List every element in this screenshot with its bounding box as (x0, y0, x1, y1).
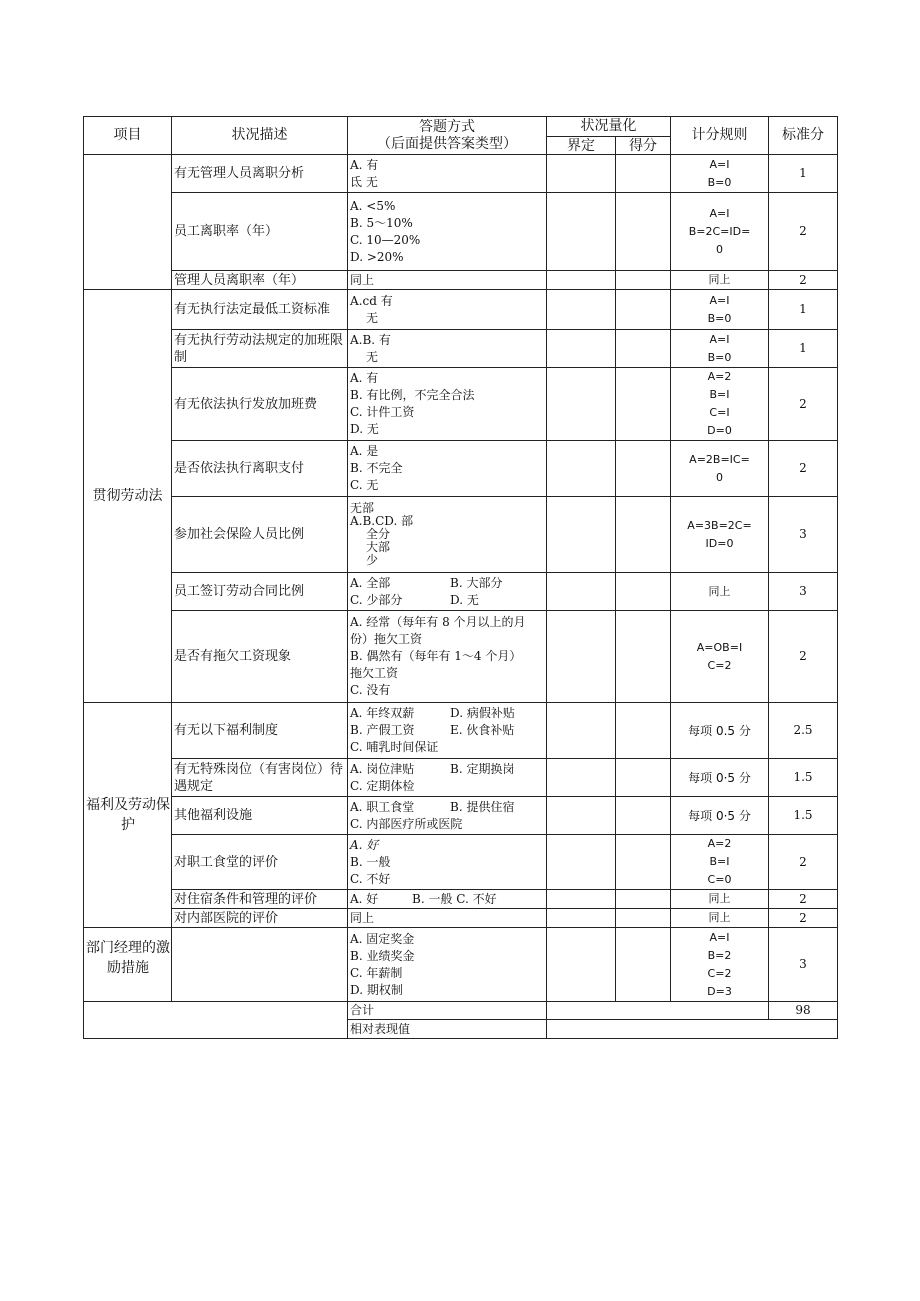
row-desc: 其他福利设施 (172, 797, 348, 835)
table-row (84, 703, 838, 759)
score-cell[interactable] (616, 611, 671, 703)
header-desc: 状况描述 (172, 117, 348, 155)
row-std: 2.5 (769, 703, 838, 759)
row-rule: 每项 0·5 分 (671, 797, 769, 835)
total-score-cell[interactable] (547, 1002, 769, 1020)
row-rule: 同上 (671, 890, 769, 909)
row-std: 3 (769, 928, 838, 1002)
row-desc: 有无以下福利制度 (172, 703, 348, 759)
row-answers: A.B. 有 无 (348, 330, 547, 368)
category-welfare: 福利及劳动保护 (84, 703, 172, 928)
table-row (84, 290, 838, 330)
score-cell[interactable] (616, 193, 671, 271)
table-row (84, 759, 838, 797)
header-answer-line1: 答题方式 (419, 118, 475, 135)
define-cell[interactable] (547, 759, 616, 797)
define-cell[interactable] (547, 797, 616, 835)
row-answers: 同上 (348, 271, 547, 290)
table-row (84, 271, 838, 290)
row-desc: 有无执行法定最低工资标准 (172, 290, 348, 330)
row-answers: A. 职工食堂 B. 提供住宿 C. 内部医疗所或医院 (348, 797, 547, 835)
define-cell[interactable] (547, 611, 616, 703)
row-rule: A=3B=2C= ID=0 (671, 497, 769, 573)
row-std: 1.5 (769, 759, 838, 797)
row-desc: 对内部医院的评价 (172, 909, 348, 928)
score-cell[interactable] (616, 497, 671, 573)
row-answers: A. 经常（每年有 8 个月以上的月 份）拖欠工资 B. 偶然有（每年有 1～4 个月） 拖欠工资 C. 没有 (348, 611, 547, 703)
score-cell[interactable] (616, 330, 671, 368)
row-rule: A=I B=2C=ID= 0 (671, 193, 769, 271)
row-std: 1 (769, 290, 838, 330)
header-std: 标准分 (769, 117, 838, 155)
table-row (84, 368, 838, 441)
row-std: 1.5 (769, 797, 838, 835)
table-row (84, 611, 838, 703)
row-answers: A. <5% B. 5～10% C. 10—20% D. >20% (348, 193, 547, 271)
header-quant-define: 界定 (547, 137, 616, 155)
row-rule: A=OB=I C=2 (671, 611, 769, 703)
row-rule: 同上 (671, 573, 769, 611)
category-blank-1 (84, 155, 172, 290)
define-cell[interactable] (547, 573, 616, 611)
define-cell[interactable] (547, 890, 616, 909)
evaluation-table (83, 116, 838, 1039)
table-row (84, 928, 838, 1002)
row-std: 2 (769, 193, 838, 271)
score-cell[interactable] (616, 909, 671, 928)
row-desc: 管理人员离职率（年） (172, 271, 348, 290)
row-std: 2 (769, 835, 838, 890)
row-answers: A. 岗位津贴 B. 定期换岗 C. 定期体检 (348, 759, 547, 797)
row-desc: 有无执行劳动法规定的加班限制 (172, 330, 348, 368)
row-rule: A=I B=0 (671, 155, 769, 193)
table-row (84, 890, 838, 909)
row-desc: 有无特殊岗位（有害岗位）待遇规定 (172, 759, 348, 797)
score-cell[interactable] (616, 703, 671, 759)
row-rule: A=I B=0 (671, 330, 769, 368)
define-cell[interactable] (547, 155, 616, 193)
score-cell[interactable] (616, 290, 671, 330)
define-cell[interactable] (547, 497, 616, 573)
row-answers: A.cd 有 无 (348, 290, 547, 330)
row-desc: 有无管理人员离职分析 (172, 155, 348, 193)
row-desc: 对住宿条件和管理的评价 (172, 890, 348, 909)
total-row (84, 1002, 838, 1020)
row-std: 2 (769, 368, 838, 441)
score-cell[interactable] (616, 155, 671, 193)
define-cell[interactable] (547, 441, 616, 497)
row-rule: A=I B=2 C=2 D=3 (671, 928, 769, 1002)
row-answers: A. 有 氐 无 (348, 155, 547, 193)
row-std: 1 (769, 155, 838, 193)
row-rule: 同上 (671, 271, 769, 290)
define-cell[interactable] (547, 703, 616, 759)
score-cell[interactable] (616, 928, 671, 1002)
header-answer-line2: （后面提供答案类型） (377, 135, 517, 152)
row-answers: A. 全部 B. 大部分 C. 少部分 D. 无 (348, 573, 547, 611)
row-desc: 是否有拖欠工资现象 (172, 611, 348, 703)
row-answers: A. 固定奖金 B. 业绩奖金 C. 年薪制 D. 期权制 (348, 928, 547, 1002)
define-cell[interactable] (547, 193, 616, 271)
row-rule: A=2 B=I C=I D=0 (671, 368, 769, 441)
define-cell[interactable] (547, 835, 616, 890)
total-value: 98 (769, 1002, 838, 1020)
table-row (84, 573, 838, 611)
header-quant: 状况量化 (547, 117, 671, 137)
row-answers: A. 好 B. 一般 C. 不好 (348, 890, 547, 909)
row-std: 2 (769, 271, 838, 290)
row-std: 2 (769, 611, 838, 703)
define-cell[interactable] (547, 909, 616, 928)
footer-blank (84, 1002, 348, 1039)
row-rule: 每项 0.5 分 (671, 703, 769, 759)
row-answers: 无部 A.B.CD. 部 全分 大部 少 (348, 497, 547, 573)
row-answers: A. 年终双薪 D. 病假补贴 B. 产假工资 E. 伙食补贴 C. 哺乳时间保证 (348, 703, 547, 759)
row-std: 2 (769, 890, 838, 909)
row-std: 3 (769, 573, 838, 611)
row-desc: 员工离职率（年） (172, 193, 348, 271)
table-row (84, 330, 838, 368)
relative-value-cell[interactable] (547, 1020, 838, 1039)
score-cell[interactable] (616, 573, 671, 611)
table-row (84, 835, 838, 890)
score-cell[interactable] (616, 797, 671, 835)
row-desc: 员工签订劳动合同比例 (172, 573, 348, 611)
header-quant-score: 得分 (616, 137, 671, 155)
define-cell[interactable] (547, 928, 616, 1002)
score-cell[interactable] (616, 835, 671, 890)
row-desc (172, 928, 348, 1002)
row-std: 2 (769, 909, 838, 928)
row-desc: 有无依法执行发放加班费 (172, 368, 348, 441)
row-answers: A. 好 B. 一般 C. 不好 (348, 835, 547, 890)
row-desc: 对职工食堂的评价 (172, 835, 348, 890)
table-row (84, 441, 838, 497)
table-row (84, 193, 838, 271)
row-answers: 同上 (348, 909, 547, 928)
row-answers: A. 有 B. 有比例，不完全合法 C. 计件工资 D. 无 (348, 368, 547, 441)
score-cell[interactable] (616, 441, 671, 497)
score-cell[interactable] (616, 890, 671, 909)
category-law: 贯彻劳动法 (84, 290, 172, 703)
table-row (84, 155, 838, 193)
score-cell[interactable] (616, 368, 671, 441)
row-rule: 同上 (671, 909, 769, 928)
row-desc: 是否依法执行离职支付 (172, 441, 348, 497)
row-answers: A. 是 B. 不完全 C. 无 (348, 441, 547, 497)
row-rule: 每项 0·5 分 (671, 759, 769, 797)
relative-label: 相对表现值 (348, 1020, 547, 1039)
define-cell[interactable] (547, 330, 616, 368)
row-rule: A=2 B=I C=0 (671, 835, 769, 890)
define-cell[interactable] (547, 271, 616, 290)
score-cell[interactable] (616, 759, 671, 797)
header-answer (348, 117, 547, 155)
row-desc: 参加社会保险人员比例 (172, 497, 348, 573)
row-std: 3 (769, 497, 838, 573)
header-rule: 计分规则 (671, 117, 769, 155)
define-cell[interactable] (547, 290, 616, 330)
row-rule: A=I B=0 (671, 290, 769, 330)
header-item: 项目 (84, 117, 172, 155)
define-cell[interactable] (547, 368, 616, 441)
row-std: 1 (769, 330, 838, 368)
total-label: 合计 (348, 1002, 547, 1020)
table-row (84, 797, 838, 835)
table-row (84, 909, 838, 928)
table-row (84, 497, 838, 573)
row-std: 2 (769, 441, 838, 497)
score-cell[interactable] (616, 271, 671, 290)
row-rule: A=2B=IC= 0 (671, 441, 769, 497)
category-manager: 部门经理的激励措施 (84, 928, 172, 1002)
